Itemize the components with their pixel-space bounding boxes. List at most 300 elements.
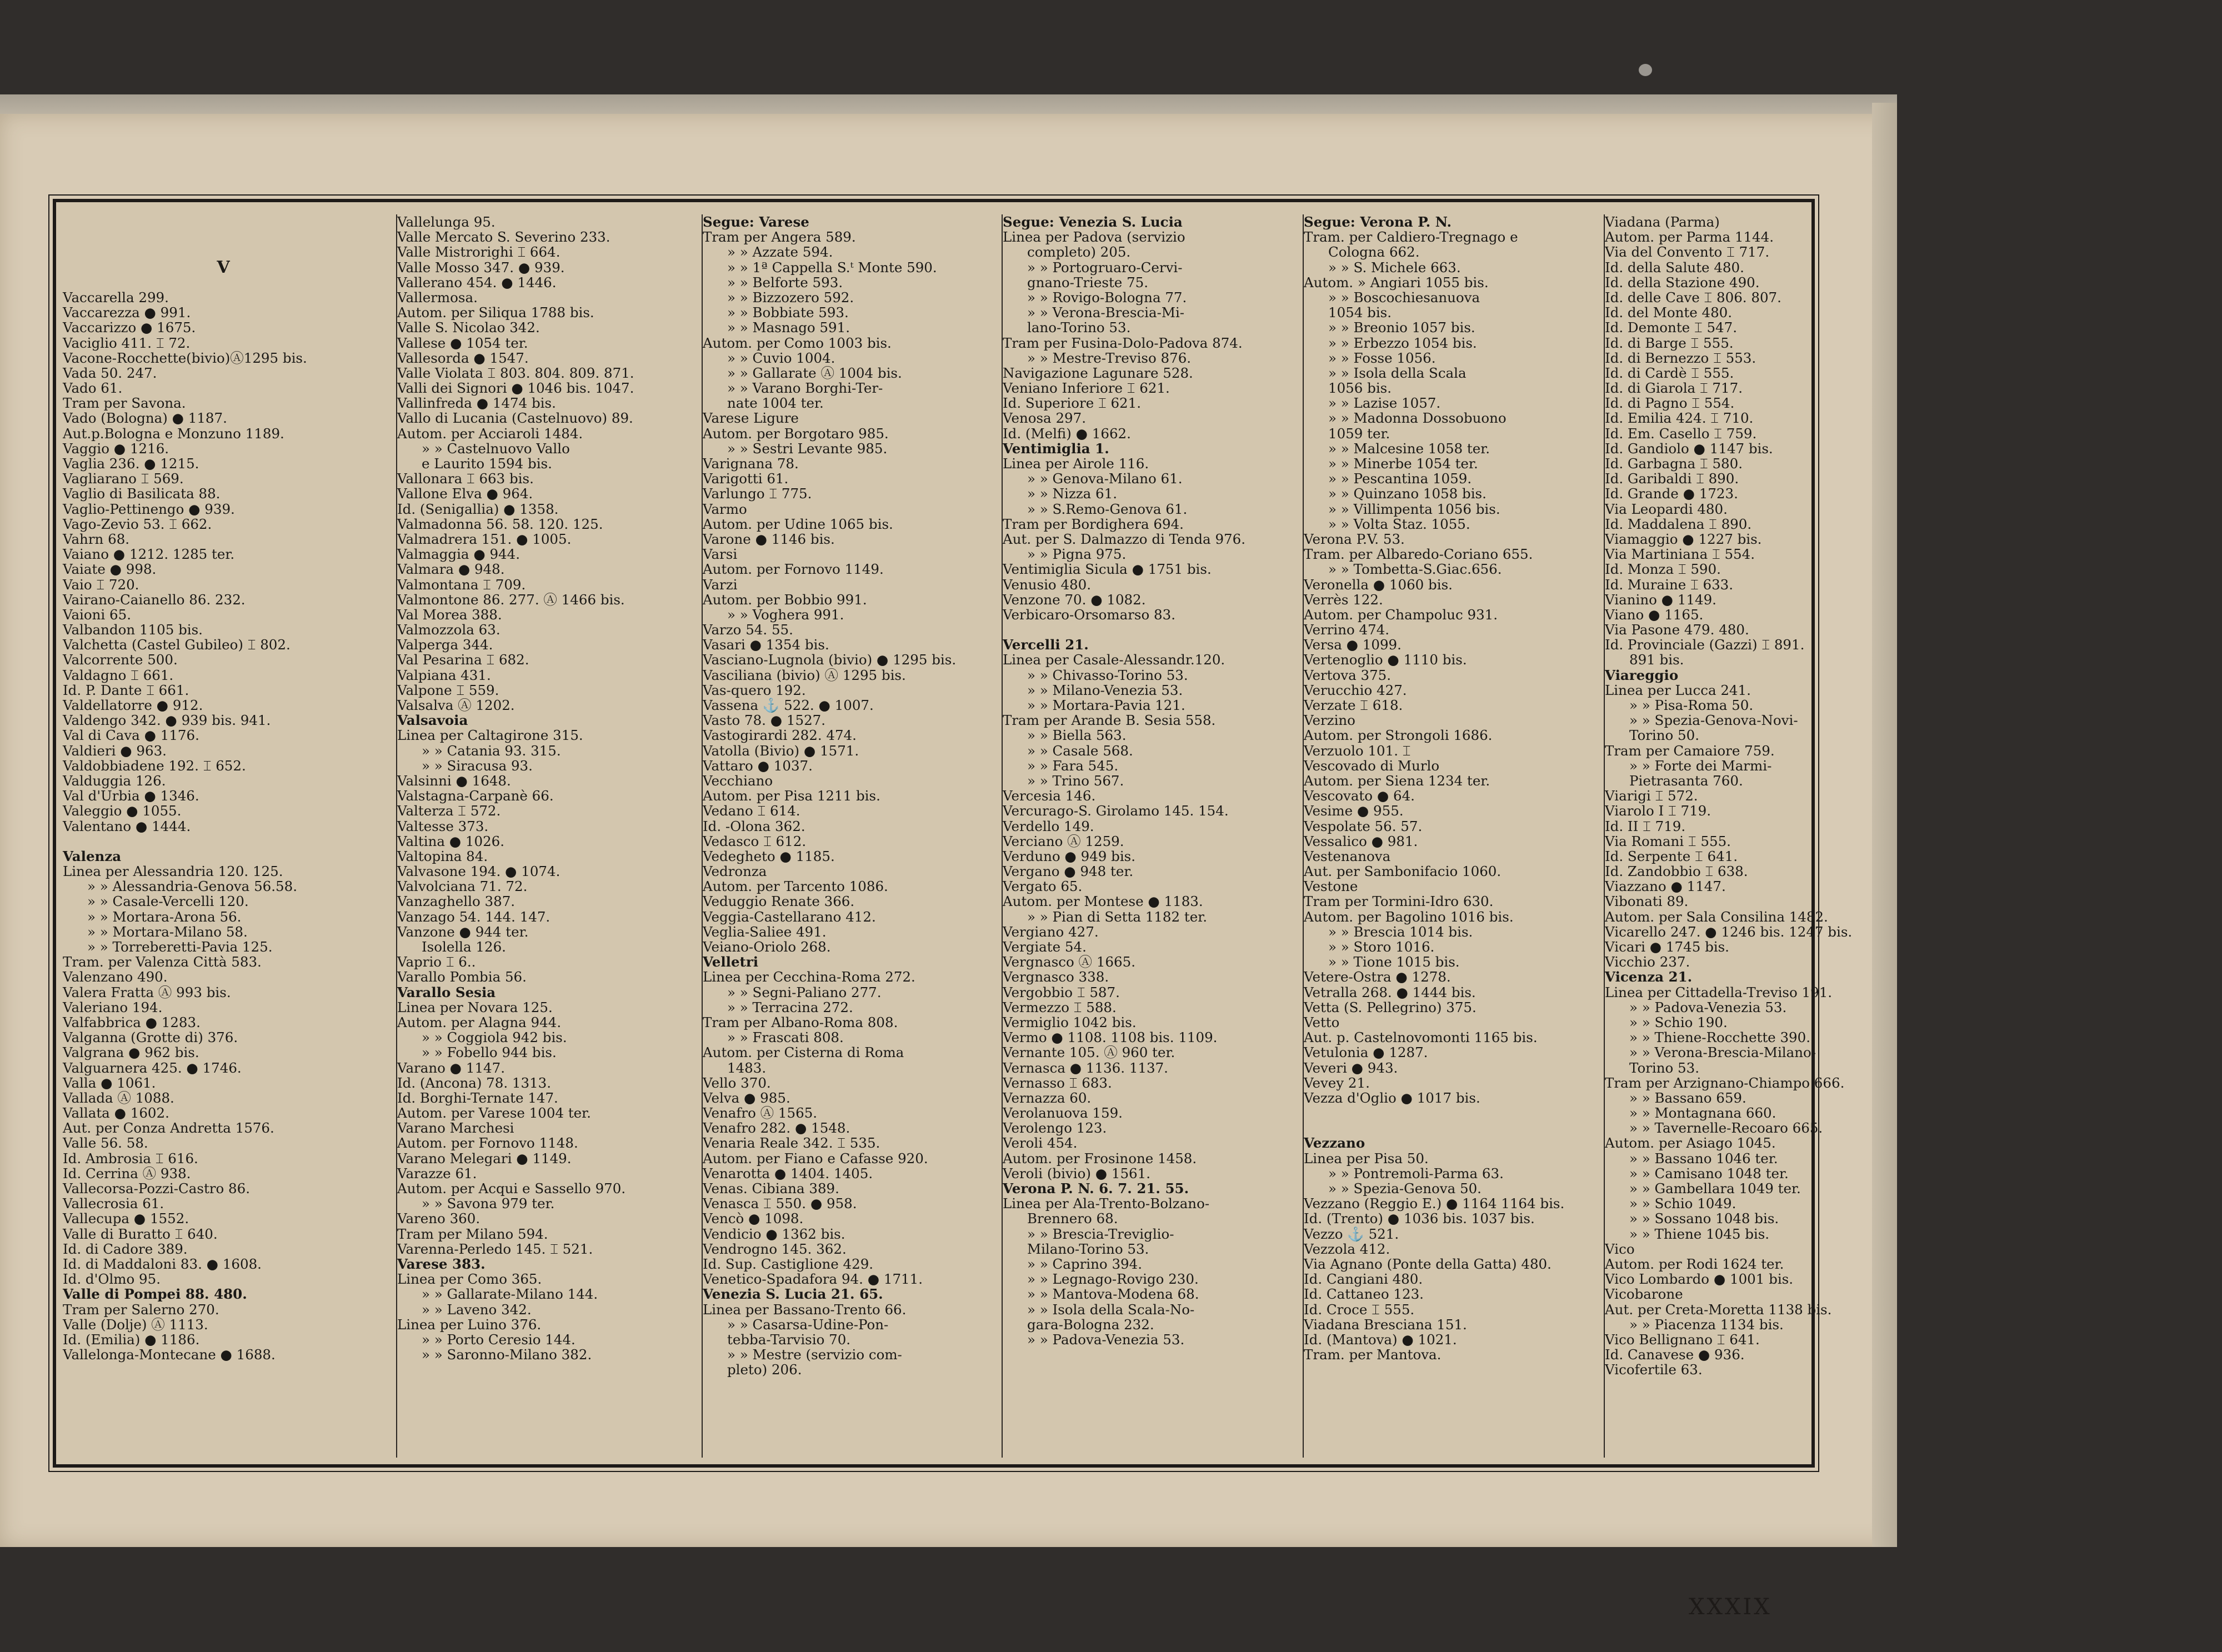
index-entry: Linea per Ala-Trento-Bolzano- (1003, 1195, 1210, 1212)
index-entry: Linea per Alessandria 120. 125. (63, 863, 283, 880)
index-entry: Vagliarano ⌶ 569. (63, 470, 184, 487)
index-entry: Id. d'Olmo 95. (63, 1271, 161, 1288)
index-entry: » » Rovigo-Bologna 77. (1027, 289, 1187, 306)
index-entry: Id. Emilia 424. ⌶ 710. (1605, 410, 1754, 427)
index-entry: Valenzano 490. (63, 969, 168, 985)
index-table (53, 199, 1853, 1468)
index-entry: Valduggia 126. (63, 772, 166, 789)
index-entry: Vado (Bologna) ● 1187. (63, 410, 227, 427)
index-entry: » » Thiene 1045 bis. (1629, 1225, 1770, 1242)
index-entry: Autom. per Bagolino 1016 bis. (1304, 908, 1514, 925)
index-entry: Id. Cangiani 480. (1304, 1271, 1423, 1288)
index-entry: » » Coggiola 942 bis. (422, 1029, 567, 1046)
index-entry: Vecchiano (703, 772, 773, 789)
index-entry: » » Voghera 991. (727, 606, 844, 623)
index-entry: » » Pian di Setta 1182 ter. (1027, 908, 1208, 925)
index-entry: gara-Bologna 232. (1027, 1316, 1154, 1333)
index-entry: Vessalico ● 981. (1304, 833, 1418, 849)
index-entry: Vezza d'Oglio ● 1017 bis. (1304, 1089, 1480, 1106)
index-entry: Varone ● 1146 bis. (703, 530, 835, 547)
index-entry: Valtina ● 1026. (397, 833, 505, 849)
entry-heading: Vercelli 21. (1003, 637, 1089, 653)
index-entry: Val Pesarina ⌶ 682. (397, 652, 529, 668)
entry-heading: Valsavoia (397, 712, 468, 729)
index-entry: Valvolciana 71. 72. (397, 878, 528, 895)
index-entry: Autom. per Fiano e Cafasse 920. (703, 1150, 928, 1167)
index-entry: Aut. per Conza Andretta 1576. (63, 1120, 274, 1137)
index-entry: Via del Convento ⌶ 717. (1605, 244, 1770, 261)
index-entry: Id. Borghi-Ternate 147. (397, 1089, 558, 1106)
index-entry: Vallonara ⌶ 663 bis. (397, 470, 534, 487)
index-entry: Valmontone 86. 277. Ⓐ 1466 bis. (397, 591, 625, 608)
entry-heading: Valle di Pompei 88. 480. (63, 1286, 247, 1303)
index-entry: Varsi (703, 546, 738, 563)
index-entry: Varano Melegari ● 1149. (397, 1150, 572, 1167)
index-entry: Verduno ● 949 bis. (1003, 848, 1136, 864)
index-entry: Vaccarella 299. (63, 289, 169, 306)
index-entry: Valstagna-Carpanè 66. (397, 788, 554, 804)
index-entry: » » Villimpenta 1056 bis. (1328, 500, 1500, 517)
index-entry: » » Spezia-Genova-Novi- (1629, 712, 1798, 729)
index-entry: Valpiana 431. (397, 667, 491, 683)
index-entry: Valle Mistrorighi ⌶ 664. (397, 244, 560, 261)
index-entry: Valdellatorre ● 912. (63, 697, 203, 713)
index-entry: » » Minerbe 1054 ter. (1328, 455, 1478, 472)
index-entry (1003, 622, 1298, 637)
index-entry: » » Malcesine 1058 ter. (1328, 440, 1490, 457)
entry-heading: Varallo Sesia (397, 984, 496, 1000)
index-entry: Val d'Urbia ● 1346. (63, 788, 199, 804)
index-entry: Viadana (Parma) (1605, 214, 1720, 230)
index-entry: Vasto 78. ● 1527. (703, 712, 826, 729)
index-entry: » » Chivasso-Torino 53. (1027, 667, 1188, 683)
index-entry: » » Tione 1015 bis. (1328, 954, 1460, 970)
index-entry: » » Schio 190. (1629, 1014, 1728, 1030)
index-entry: Id. di Giarola ⌶ 717. (1605, 380, 1743, 397)
index-entry: Valfabbrica ● 1283. (63, 1014, 201, 1030)
index-entry: Id. di Cadore 389. (63, 1240, 188, 1257)
index-entry: » » Verona-Brescia-Mi- (1027, 304, 1185, 321)
page-number: XXXIX (1689, 1594, 1772, 1620)
index-entry: » » Thiene-Rocchette 390. (1629, 1029, 1811, 1046)
index-entry: Veglia-Saliee 491. (703, 923, 827, 940)
index-entry: Vespolate 56. 57. (1304, 818, 1423, 834)
index-entry: Verolengo 123. (1003, 1120, 1107, 1137)
index-entry: Vasari ● 1354 bis. (703, 637, 829, 653)
index-entry: » » Mortara-Pavia 121. (1027, 697, 1185, 713)
index-entry: Vicchio 237. (1605, 954, 1690, 970)
index-entry: Valmontana ⌶ 709. (397, 576, 526, 593)
index-entry: Vestenanova (1304, 848, 1391, 864)
index-entry: Id. Sup. Castiglione 429. (703, 1255, 874, 1272)
index-entry: Vas-quero 192. (703, 682, 806, 698)
index-entry: Isolella 126. (422, 939, 506, 955)
index-entry: » » Quinzano 1058 bis. (1328, 485, 1487, 502)
index-entry: Vevey 21. (1304, 1074, 1370, 1091)
index-entry: » » Forte dei Marmi- (1629, 757, 1772, 774)
index-entry: Vatolla (Bivio) ● 1571. (703, 742, 859, 759)
index-entry: Verrino 474. (1304, 622, 1390, 638)
index-entry: Vallese ● 1054 ter. (397, 334, 528, 351)
index-entry: » » Pescantina 1059. (1328, 470, 1472, 487)
index-entry: Id. (Melfi) ● 1662. (1003, 425, 1131, 442)
index-entry: Valdengo 342. ● 939 bis. 941. (63, 712, 271, 729)
index-entry: Linea per Caltagirone 315. (397, 727, 583, 744)
index-entry: Valla ● 1061. (63, 1074, 156, 1091)
index-entry: Vago-Zevio 53. ⌶ 662. (63, 515, 212, 532)
index-entry: » » Nizza 61. (1027, 485, 1118, 502)
index-entry: Id. Superiore ⌶ 621. (1003, 395, 1142, 412)
index-entry: » » Gallarate-Milano 144. (422, 1286, 598, 1303)
index-entry: Versa ● 1099. (1304, 637, 1402, 653)
index-entry: Cologna 662. (1328, 244, 1420, 261)
index-entry: Vairano-Caianello 86. 232. (63, 591, 246, 608)
index-entry: Id. di Barge ⌶ 555. (1605, 334, 1734, 351)
index-entry: Vallecorsa-Pozzi-Castro 86. (63, 1180, 251, 1197)
index-entry: Autom. per Acciaroli 1484. (397, 425, 583, 442)
index-entry: Valmozzola 63. (397, 622, 501, 638)
index-entry: Vallada Ⓐ 1088. (63, 1089, 174, 1106)
entry-heading: Varese 383. (397, 1255, 486, 1272)
index-entry: Varallo Pombia 56. (397, 969, 527, 985)
index-entry: Id. Garibaldi ⌶ 890. (1605, 470, 1739, 487)
index-entry: Valsalva Ⓐ 1202. (397, 697, 515, 713)
index-entry: completo) 205. (1027, 244, 1131, 261)
index-entry (63, 214, 385, 229)
index-entry: » » Varano Borghi-Ter- (727, 380, 883, 397)
index-entry: » » S.Remo-Genova 61. (1027, 500, 1188, 517)
index-entry: Vetulonia ● 1287. (1304, 1044, 1428, 1061)
index-entry: Autom. per Champoluc 931. (1304, 606, 1498, 623)
page-right-edge (1872, 103, 1897, 1547)
index-entry: » » Piacenza 1134 bis. (1629, 1316, 1784, 1333)
index-entry: » » Breonio 1057 bis. (1328, 319, 1475, 336)
index-entry: Vetere-Ostra ● 1278. (1304, 969, 1451, 985)
index-entry: Valle Violata ⌶ 803. 804. 809. 871. (397, 364, 634, 381)
index-entry: Vencò ● 1098. (703, 1210, 804, 1227)
index-entry: Linea per Luino 376. (397, 1316, 542, 1333)
index-entry: Milano-Torino 53. (1027, 1240, 1149, 1257)
index-entry: Autom. per Siliqua 1788 bis. (397, 304, 594, 321)
index-entry: Vetta (S. Pellegrino) 375. (1304, 999, 1477, 1015)
index-entry: » » 1ª Cappella S.ᵗ Monte 590. (727, 259, 937, 276)
index-entry: » » Segni-Paliano 277. (727, 984, 882, 1000)
index-entry: » » Fobello 944 bis. (422, 1044, 557, 1061)
index-entry: Valeggio ● 1055. (63, 803, 182, 819)
index-entry: Valle S. Nicolao 342. (397, 319, 540, 336)
index-entry: » » Bizzozero 592. (727, 289, 854, 306)
index-entry: » » Siracusa 93. (422, 757, 533, 774)
index-entry: Varazze 61. (397, 1165, 477, 1182)
index-entry: Veroli (bivio) ● 1561. (1003, 1165, 1151, 1182)
index-entry: Torino 53. (1629, 1059, 1700, 1076)
index-entry: Vaggio ● 1216. (63, 440, 169, 457)
index-entry: » » Biella 563. (1027, 727, 1127, 744)
index-entry: » » Padova-Venezia 53. (1027, 1331, 1185, 1348)
index-entry (63, 275, 385, 290)
index-entry: Autom. per Alagna 944. (397, 1014, 562, 1030)
index-entry: Aut. per Sambonifacio 1060. (1304, 863, 1502, 880)
index-entry: » » Casale-Vercelli 120. (87, 893, 249, 910)
index-entry: Autom. per Rodi 1624 ter. (1605, 1255, 1784, 1272)
index-entry: Valguarnera 425. ● 1746. (63, 1059, 242, 1076)
index-entry: Verzuolo 101. ⌶ (1304, 742, 1411, 759)
index-entry: Tram per Arande B. Sesia 558. (1003, 712, 1216, 729)
index-entry: Via Martiniana ⌶ 554. (1605, 546, 1755, 563)
index-entry: Autom. per Siena 1234 ter. (1304, 772, 1490, 789)
index-entry: Veduggio Renate 366. (703, 893, 855, 910)
index-entry: Valbandon 1105 bis. (63, 622, 203, 638)
index-entry: » » Genova-Milano 61. (1027, 470, 1183, 487)
index-entry: » » Masnago 591. (727, 319, 850, 336)
index-entry: Vada 50. 247. (63, 364, 157, 381)
index-entry: Varigotti 61. (703, 470, 789, 487)
index-entry: Id. del Monte 480. (1605, 304, 1733, 321)
index-entry: Id. II ⌶ 719. (1605, 818, 1686, 834)
index-entry: Vareno 360. (397, 1210, 481, 1227)
index-entry: Tram. per Valenza Città 583. (63, 954, 262, 970)
index-entry: » » Tavernelle-Recoaro 665. (1629, 1120, 1823, 1137)
index-entry: Valcorrente 500. (63, 652, 178, 668)
index-entry: Vallesorda ● 1547. (397, 349, 529, 366)
index-entry: Vergano ● 948 ter. (1003, 863, 1134, 880)
index-entry: » » Montagnana 660. (1629, 1105, 1776, 1122)
index-entry: 891 bis. (1629, 652, 1684, 668)
index-entry: Valmadrera 151. ● 1005. (397, 530, 572, 547)
index-entry: Aut.p.Bologna e Monzuno 1189. (63, 425, 284, 442)
index-entry: Vaccarezza ● 991. (63, 304, 191, 321)
index-entry: » » Trino 567. (1027, 772, 1124, 789)
index-entry: Vallone Elva ● 964. (397, 485, 533, 502)
index-entry: pleto) 206. (727, 1361, 802, 1378)
index-entry: Vallata ● 1602. (63, 1105, 169, 1122)
index-entry: Val di Cava ● 1176. (63, 727, 199, 744)
index-entry: Vicari ● 1745 bis. (1605, 939, 1729, 955)
index-entry: Autom. per Sala Consilina 1482. (1605, 908, 1828, 925)
index-entry: Linea per Como 365. (397, 1271, 542, 1288)
index-entry: Venusio 480. (1003, 576, 1091, 593)
index-entry: Venarotta ● 1404. 1405. (703, 1165, 873, 1182)
index-entry: lano-Torino 53. (1027, 319, 1131, 336)
index-entry: Vezzola 412. (1304, 1240, 1390, 1257)
index-entry: Valera Fratta Ⓐ 993 bis. (63, 984, 231, 1000)
index-entry: Varano ● 1147. (397, 1059, 505, 1076)
index-entry: Id. (Emilia) ● 1186. (63, 1331, 200, 1348)
index-entry: Vassena ⚓ 522. ● 1007. (703, 697, 874, 713)
index-entry: » » Fara 545. (1027, 757, 1119, 774)
index-entry: tebba-Tarvisio 70. (727, 1331, 851, 1348)
index-entry: Navigazione Lagunare 528. (1003, 364, 1193, 381)
index-entry: » » Mestre (servizio com- (727, 1346, 902, 1363)
index-entry: Viarolo I ⌶ 719. (1605, 803, 1711, 819)
index-column-6 (1604, 214, 1853, 1458)
entry-heading: Vezzano (1304, 1135, 1365, 1152)
entry-heading: Viareggio (1605, 667, 1679, 683)
index-entry: » » Volta Staz. 1055. (1328, 515, 1470, 532)
index-entry: Valdagno ⌶ 661. (63, 667, 174, 683)
entry-heading: Venezia S. Lucia 21. 65. (703, 1286, 883, 1303)
index-entry: » » Isola della Scala-No- (1027, 1301, 1195, 1318)
index-entry: Valsinni ● 1648. (397, 772, 511, 789)
index-entry: Vico Lombardo ● 1001 bis. (1605, 1271, 1794, 1288)
index-entry: Val Morea 388. (397, 606, 502, 623)
index-entry: » » Bobbiate 593. (727, 304, 849, 321)
index-entry: Autom. per Varese 1004 ter. (397, 1105, 591, 1122)
index-entry: Torino 50. (1629, 727, 1700, 744)
index-entry: Valterza ⌶ 572. (397, 803, 501, 819)
index-entry: Veroli 454. (1003, 1135, 1078, 1152)
index-entry: Vetralla 268. ● 1444 bis. (1304, 984, 1476, 1000)
index-entry: » » Isola della Scala (1328, 364, 1467, 381)
index-entry: » » Brescia 1014 bis. (1328, 923, 1473, 940)
index-entry: Varmo (703, 500, 747, 517)
index-entry: » » Laveno 342. (422, 1301, 532, 1318)
index-entry: Verciano Ⓐ 1259. (1003, 833, 1124, 849)
index-entry: » » Schio 1049. (1629, 1195, 1736, 1212)
index-entry: Varzo 54. 55. (703, 622, 793, 638)
index-entry: Vezzano (Reggio E.) ● 1164 1164 bis. (1304, 1195, 1565, 1212)
index-entry: Vertova 375. (1304, 667, 1392, 683)
index-entry: Tram per Angera 589. (703, 229, 856, 246)
index-entry: Vedegheto ● 1185. (703, 848, 835, 864)
index-entry: Varano Marchesi (397, 1120, 514, 1137)
index-entry: Id. Muraine ⌶ 633. (1605, 576, 1734, 593)
index-entry: Ventimiglia Sicula ● 1751 bis. (1003, 561, 1212, 578)
index-entry: Id. delle Cave ⌶ 806. 807. (1605, 289, 1781, 306)
index-entry: Vallo di Lucania (Castelnuovo) 89. (397, 410, 633, 427)
index-entry: Id. Ambrosia ⌶ 616. (63, 1150, 198, 1167)
index-entry: Vianino ● 1149. (1605, 591, 1716, 608)
index-entry: Tram per Camaiore 759. (1605, 742, 1775, 759)
index-entry: » » Bassano 1046 ter. (1629, 1150, 1778, 1167)
index-entry: Viamaggio ● 1227 bis. (1605, 530, 1762, 547)
index-entry: Linea per Lucca 241. (1605, 682, 1751, 698)
index-entry: Id. P. Dante ⌶ 661. (63, 682, 189, 698)
index-entry: Vanzone ● 944 ter. (397, 923, 529, 940)
index-entry: » » Savona 979 ter. (422, 1195, 555, 1212)
index-entry: Linea per Casale-Alessandr.120. (1003, 652, 1225, 668)
index-entry: Id. Cattaneo 123. (1304, 1286, 1424, 1303)
index-entry: Autom. per Pisa 1211 bis. (703, 788, 880, 804)
index-entry: Vernante 105. Ⓐ 960 ter. (1003, 1044, 1175, 1061)
index-entry: Vaiano ● 1212. 1285 ter. (63, 546, 235, 563)
index-entry: Valchetta (Castel Gubileo) ⌶ 802. (63, 637, 291, 653)
index-entry: Vermiglio 1042 bis. (1003, 1014, 1137, 1030)
index-entry: Tram per Milano 594. (397, 1225, 548, 1242)
index-entry: Id. -Olona 362. (703, 818, 805, 834)
index-entry: Vernasso ⌶ 683. (1003, 1074, 1112, 1091)
index-entry: Venzone 70. ● 1082. (1003, 591, 1146, 608)
index-entry: Vendicio ● 1362 bis. (703, 1225, 845, 1242)
index-entry: Vallerano 454. ● 1446. (397, 274, 557, 291)
index-entry: Vernasca ● 1136. 1137. (1003, 1059, 1168, 1076)
index-entry: Id. Grande ● 1723. (1605, 485, 1738, 502)
index-entry: » » Storo 1016. (1328, 939, 1435, 955)
index-entry: Autom. per Parma 1144. (1605, 229, 1774, 246)
index-entry: Valli dei Signori ● 1046 bis. 1047. (397, 380, 634, 397)
index-entry: Id. Canavese ● 936. (1605, 1346, 1745, 1363)
index-entry: » » Casarsa-Udine-Pon- (727, 1316, 889, 1333)
entry-heading: Valenza (63, 848, 122, 864)
index-entry: Valperga 344. (397, 637, 493, 653)
index-entry: » » Sossano 1048 bis. (1629, 1210, 1779, 1227)
index-entry: Valtopina 84. (397, 848, 488, 864)
index-entry: Valtesse 373. (397, 818, 489, 834)
index-entry: Vaio ⌶ 720. (63, 576, 139, 593)
index-entry: Id. Cerrina Ⓐ 938. (63, 1165, 191, 1182)
index-entry: Autom. per Tarcento 1086. (703, 878, 888, 895)
index-entry: Autom. per Strongoli 1686. (1304, 727, 1493, 744)
index-entry (1304, 1120, 1599, 1135)
index-entry (63, 834, 385, 849)
entry-heading: Segue: Verona P. N. (1304, 214, 1452, 230)
index-entry: Vico (1605, 1240, 1635, 1257)
index-entry: Id. Demonte ⌶ 547. (1605, 319, 1738, 336)
index-entry: » » Erbezzo 1054 bis. (1328, 334, 1477, 351)
index-column-5 (1303, 214, 1599, 1458)
index-entry: Valeriano 194. (63, 999, 163, 1015)
index-entry: Viano ● 1165. (1605, 606, 1704, 623)
index-entry: » » Cuvio 1004. (727, 349, 835, 366)
index-entry: Veronella ● 1060 bis. (1304, 576, 1453, 593)
index-entry: Vicobarone (1605, 1286, 1683, 1303)
index-entry: Vasciliana (bivio) Ⓐ 1295 bis. (703, 667, 906, 683)
index-entry (1304, 1105, 1599, 1120)
index-entry: Veiano-Oriolo 268. (703, 939, 831, 955)
index-entry: » » Boscochiesanuova (1328, 289, 1480, 306)
index-entry: Verrès 122. (1304, 591, 1383, 608)
index-entry: Linea per Cecchina-Roma 272. (703, 969, 915, 985)
index-entry: » » Porto Ceresio 144. (422, 1331, 575, 1348)
index-entry: Varignana 78. (703, 455, 799, 472)
index-entry: Valdobbiadene 192. ⌶ 652. (63, 757, 246, 774)
index-entry: » » Castelnuovo Vallo (422, 440, 570, 457)
index-entry: Vermo ● 1108. 1108 bis. 1109. (1003, 1029, 1218, 1046)
index-entry: Id. Zandobbio ⌶ 638. (1605, 863, 1748, 880)
index-entry: Autom. per Fornovo 1148. (397, 1135, 578, 1152)
index-entry: Autom. per Acqui e Sassello 970. (397, 1180, 626, 1197)
index-entry: Id. di Cardè ⌶ 555. (1605, 364, 1734, 381)
index-entry: Tram per Albano-Roma 808. (703, 1014, 898, 1030)
index-entry: » » Spezia-Genova 50. (1328, 1180, 1482, 1197)
index-entry: Aut. per Creta-Moretta 1138 bis. (1605, 1301, 1832, 1318)
index-entry: » » Belforte 593. (727, 274, 843, 291)
index-column-3 (702, 214, 997, 1458)
index-entry: Vanzaghello 387. (397, 893, 516, 910)
index-entry: Vedasco ⌶ 612. (703, 833, 807, 849)
index-entry: Viazzano ● 1147. (1605, 878, 1726, 895)
index-entry: Id. Serpente ⌶ 641. (1605, 848, 1738, 864)
index-entry: Vaglia 236. ● 1215. (63, 455, 199, 472)
index-entry: Vallecrosia 61. (63, 1195, 164, 1212)
index-entry: Tram per Fusina-Dolo-Padova 874. (1003, 334, 1243, 351)
index-entry: » » Catania 93. 315. (422, 742, 561, 759)
index-entry: Tram. per Mantova. (1304, 1346, 1442, 1363)
index-entry: Valvasone 194. ● 1074. (397, 863, 560, 880)
index-entry: Vaioni 65. (63, 606, 132, 623)
index-entry: Vergobbio ⌶ 587. (1003, 984, 1120, 1000)
index-entry: Vedronza (703, 863, 767, 880)
index-entry: 1054 bis. (1328, 304, 1392, 321)
index-entry: Tram. per Albaredo-Coriano 655. (1304, 546, 1533, 563)
index-entry: » » Lazise 1057. (1328, 395, 1441, 412)
index-entry: Via Agnano (Ponte della Gatta) 480. (1304, 1255, 1552, 1272)
index-entry: Verona P.V. 53. (1304, 530, 1405, 547)
index-entry: Valle Mercato S. Severino 233. (397, 229, 610, 246)
index-entry: Vallelunga 95. (397, 214, 496, 230)
index-entry: » » Terracina 272. (727, 999, 853, 1015)
index-entry: e Laurito 1594 bis. (422, 455, 552, 472)
